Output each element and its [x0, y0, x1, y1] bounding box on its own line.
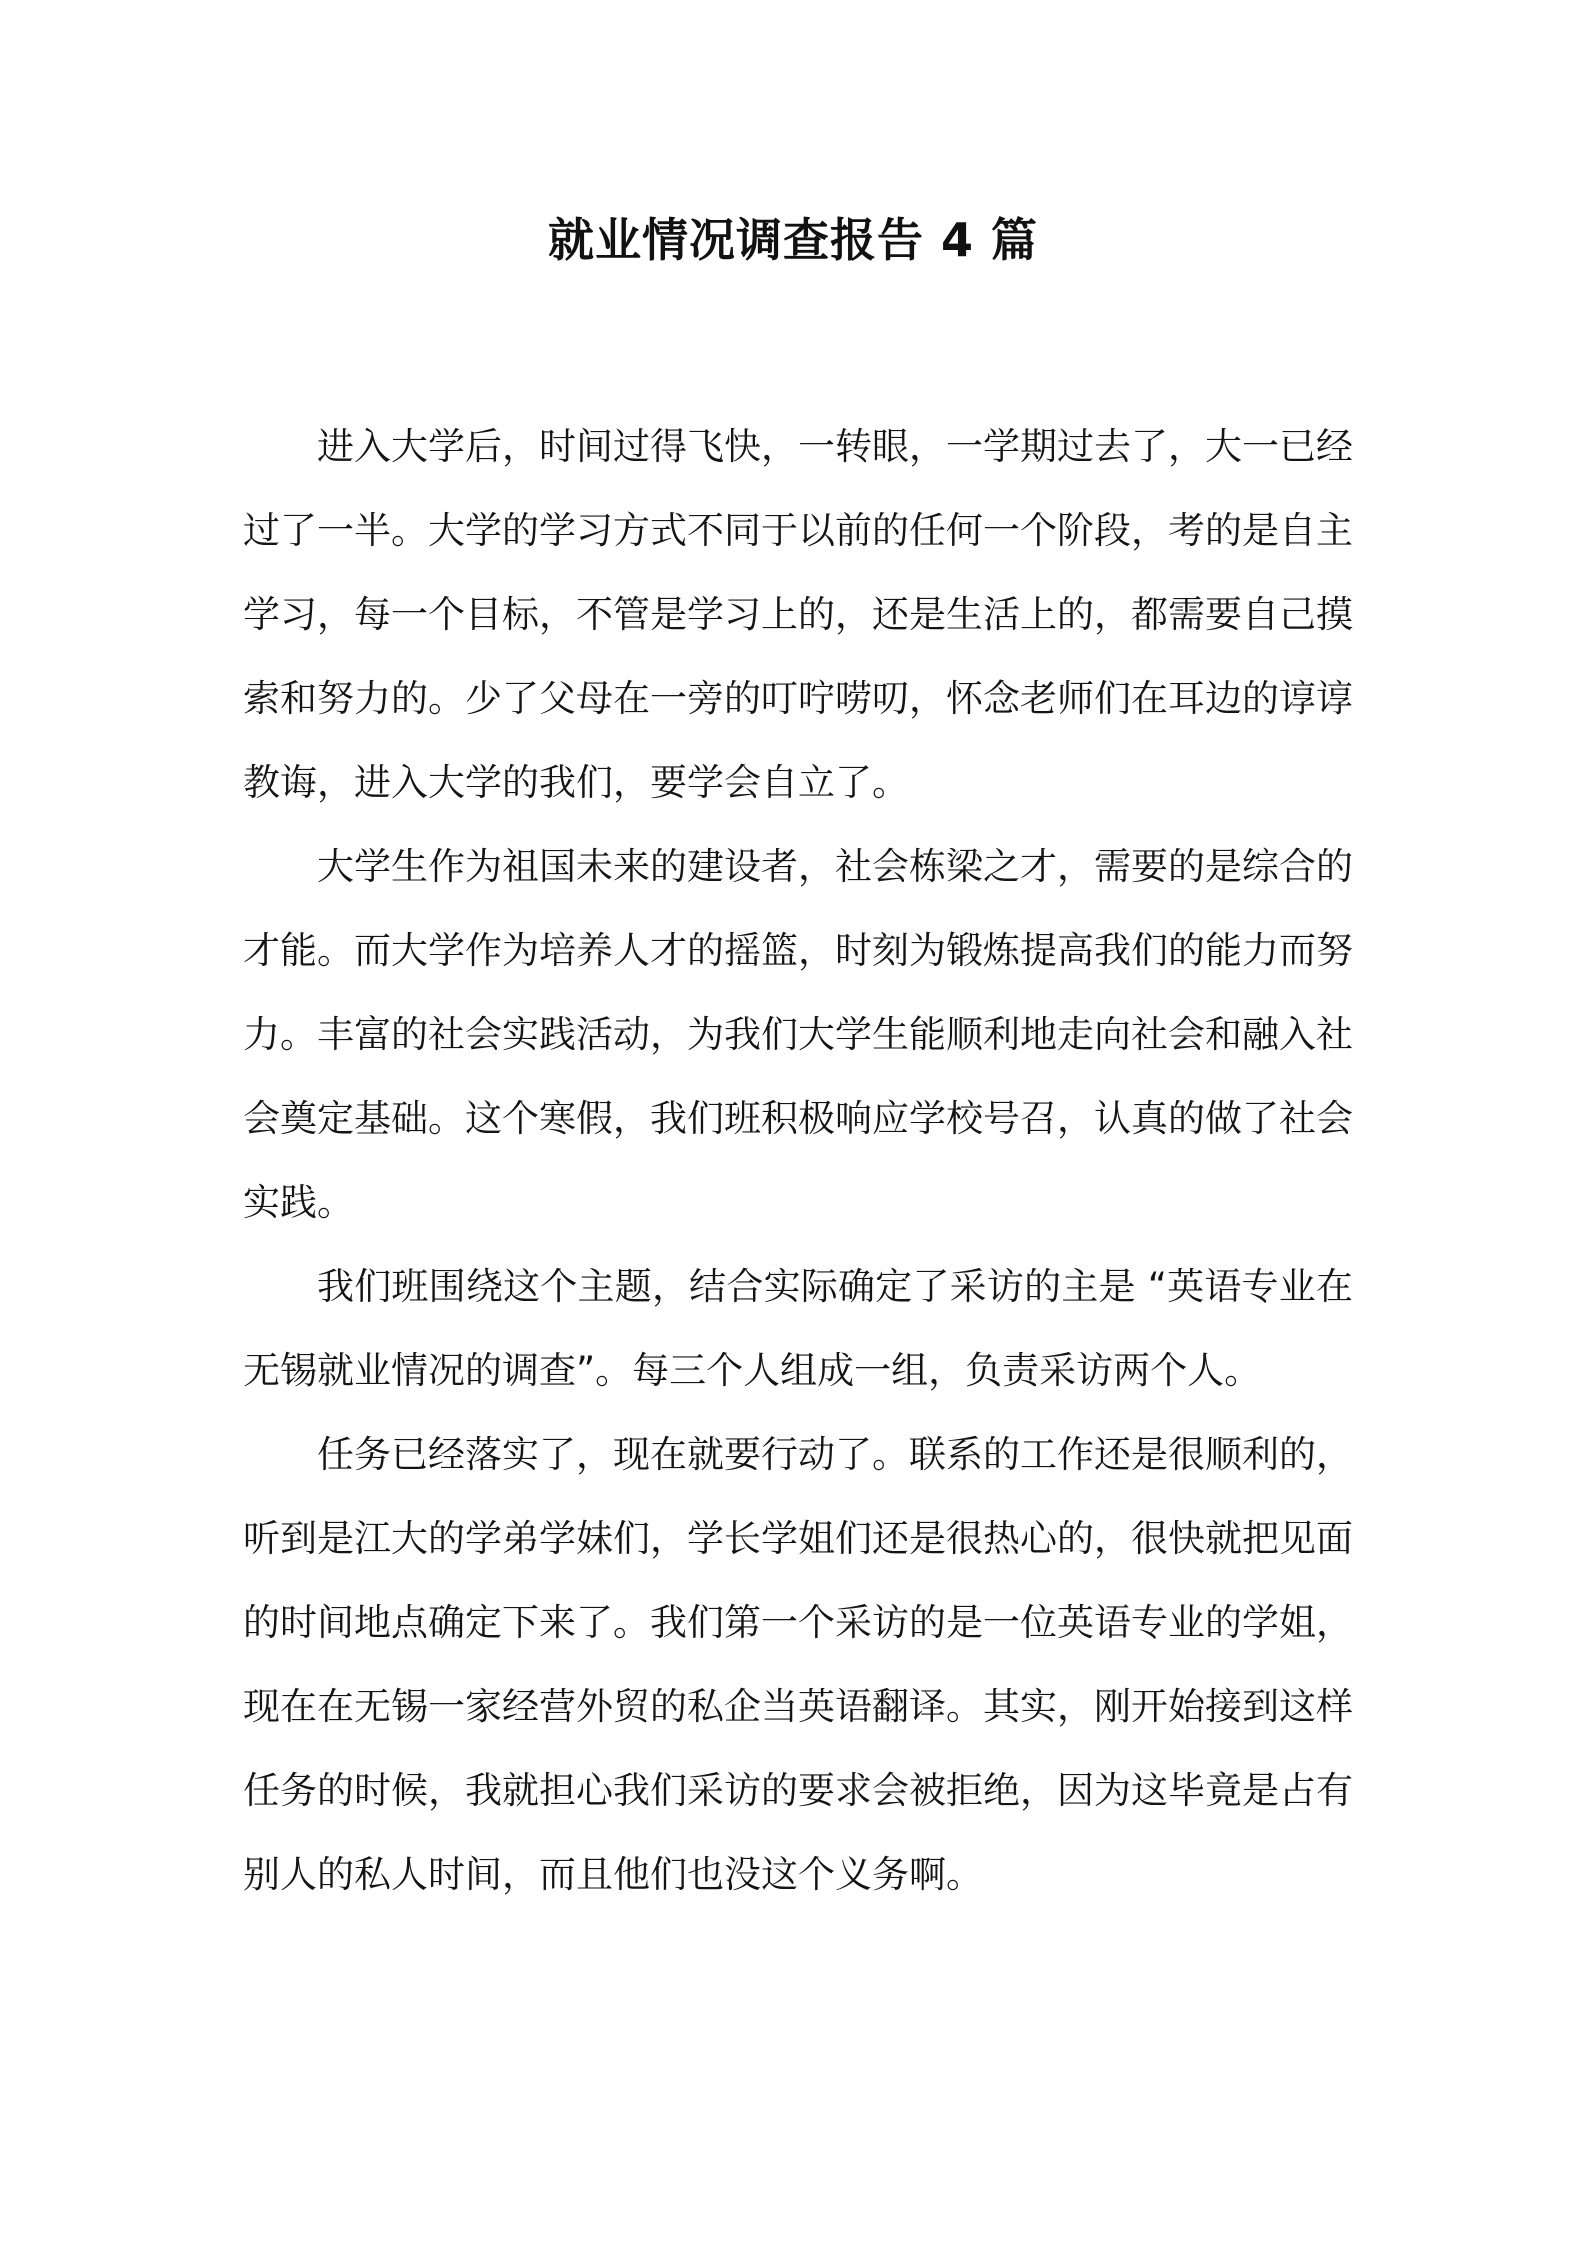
- document-title: 就业情况调查报告 4 篇: [547, 213, 1039, 267]
- document-body: [243, 405, 1353, 1917]
- paragraph-1: 进入大学后，时间过得飞快，一转眼，一学期过去了，大一已经过了一半。大学的学习方式不同于以前的任何一个阶段，考的是自主学习，每一个目标，不管是学习上的，还是生活上的，都需要自己摸索和努力的。少了父母在一旁的叮咛唠叨，怀念老师们在耳边的谆谆教诲，进入大学的我们，要学会自立了。: [243, 425, 1353, 804]
- paragraph-2: 大学生作为祖国未来的建设者，社会栋梁之才，需要的是综合的才能。而大学作为培养人才的摇篮，时刻为锻炼提高我们的能力而努力。丰富的社会实践活动，为我们大学生能顺利地走向社会和融入社会奠定基础。这个寒假，我们班积极响应学校号召，认真的做了社会实践。: [243, 845, 1353, 1224]
- paragraph-4: 任务已经落实了，现在就要行动了。联系的工作还是很顺利的，听到是江大的学弟学妹们，学长学姐们还是很热心的，很快就把见面的时间地点确定下来了。我们第一个采访的是一位英语专业的学姐，现在在无锡一家经营外贸的私企当英语翻译。其实，刚开始接到这样任务的时候，我就担心我们采访的要求会被拒绝，因为这毕竟是占有别人的私人时间，而且他们也没这个义务啊。: [243, 1433, 1353, 1896]
- paragraph-3: 我们班围绕这个主题，结合实际确定了采访的主是 “英语专业在无锡就业情况的调查”。每三个人组成一组，负责采访两个人。: [243, 1265, 1353, 1392]
